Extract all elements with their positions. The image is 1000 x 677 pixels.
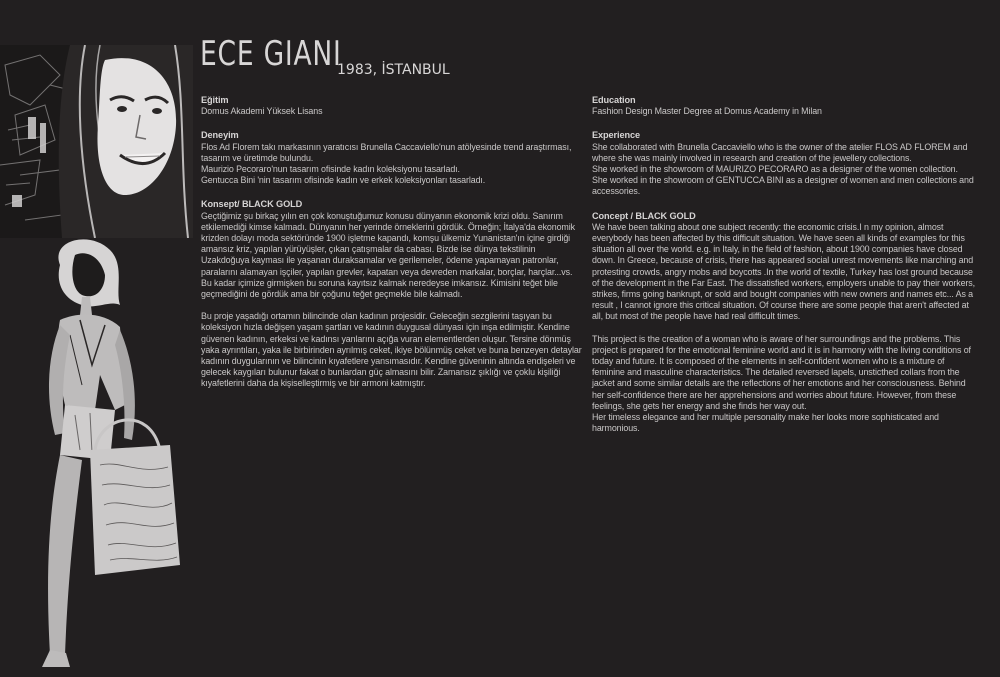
- concept-text-en-1: We have been talking about one subject recently: the economic crisis.I n my opinion, almost everybody has been affected by this difficult situation. We have seen all kinds of examples for this situation all over the world. e.g. in Italy, in the field of fashion, about 1900 companies have closed down. In Greece, because of crisis, there has appeared social unrest movements like marching and protesting crowds, angry mobs and boycotts .In the world of textile, Turkey has lost ground because of the development in the Far East. The dissatisfied workers, employers unable to pay their workers, strikes, firms going bankrupt, or sold and bought companies with new owners and names etc... As a result , I cannot ignore this critical situation. Of course there are some people that aren't affected at all, but most of the people have had real difficult times.: [592, 221, 975, 322]
- english-column: [592, 95, 977, 447]
- experience-text-tr: Flos Ad Florem takı markasının yaratıcısı Brunella Caccaviello'nun atölyesinde trend araştırması, tasarım ve üretimde bulundu. Maurizio Pecoraro'nun tasarım ofisinde kadın koleksiyonu tasarladı. Gentucca Bini 'nin tasarım ofisinde kadın ve erkek koleksiyonları tasarladı.: [201, 141, 572, 186]
- page-title: [200, 34, 450, 78]
- concept-text-en-2: This project is the creation of a woman who is aware of her surroundings and the problems. This project is prepared for the emotional feminine world and it is in harmony with the living conditions of today and future. It is composed of the elements in self-confident women who is a mixture of feminine and masculine characteristics. The detailed reversed lapels, unsticthed collars from the jacket and some similar details are the reflections of her emotions and her consciousness. Behind her self-confidence there are her apprehensions and worries about future. However, from these feelings, she gets her energy and she finds her way out. Her timeless elegance and her multiple personality make her looks more sophisticated and harmonious.: [592, 333, 971, 434]
- experience-heading-tr: Deneyim: [201, 130, 239, 141]
- education-text-en: Fashion Design Master Degree at Domus Academy in Milan: [592, 106, 822, 117]
- education-heading-en: Education: [592, 95, 636, 105]
- designer-name: ECE GIANI: [200, 34, 342, 74]
- birth-info: 1983, İSTANBUL: [337, 62, 450, 78]
- experience-text-en: She collaborated with Brunella Caccaviello who is the owner of the atelier FLOS AD FLOREM and where she was mainly involved in research and creation of the jewellery collections. She worked in the showroom of MAURIZO PECORARO as a designer of the women collection. She worked in the showroom of GENTUCCA BINI as a designer of women and men collections and accessories.: [592, 141, 974, 197]
- fashion-sketch: [20, 235, 190, 670]
- concept-heading-tr: Konsept/ BLACK GOLD: [201, 199, 303, 210]
- education-heading-tr: Eğitim: [201, 95, 229, 105]
- portrait-illustration: [0, 45, 193, 238]
- fashion-illustration: [20, 235, 190, 670]
- concept-text-tr-2: Bu proje yaşadığı ortamın bilincinde olan kadının projesidir. Geleceğin sezgilerini taşıyan bu koleksiyon hızla değişen yaşam şartları ve kadının duygusal dünyası için inşa edilmiştir. Kendine güvenen kadının, erkeksi ve kadınsı yanlarını açığa vuran elementlerden oluşur. Tersine dönmüş yaka ayrıntıları, yaka ile birbirinden ayrılmış ceket, ikiye bölünmüş ceket ve buna benzeyen detaylar kadının duygularının ve bilincinin kıyafetlere yansımasıdır. Kendine güveninin altında endişeleri ve gelecek kaygıları bulunur fakat o bunlardan güç almasını bilir. Zamansız şıklığı ve çoklu kişiliği kıyafetlerini daha da kişiselleştirmiş ve bir armoni katmıştır.: [201, 311, 582, 389]
- turkish-column: [201, 95, 583, 403]
- concept-text-tr-1: Geçtiğimiz şu birkaç yılın en çok konuştuğumuz konusu dünyanın ekonomik krizi oldu. Sanırım etkilemediği kimse kalmadı. Dünyanın her yerinde örneklerini gördük. Örneğin; İtalya'da ekonomik krizden dolayı moda sektöründe 1900 işletme kapandı, komşu ülkemiz Yunanistan'ın içine girdiği amansız kriz, yapılan yürüyüşler, çıkan çatışmalar da cabası. Bizde ise dünya tekstilinin Uzakdoğuya kayması ile yaşanan duraksamalar ve gerilemeler, ödeme yapamayan patronlar, paralarını alamayan işçiler, yapılan grevler, kapatan veya devreden markalar, borçlar, harçlar...vs. Bu kadar içimize girmişken bu soruna kayıtsız kalmak neredeyse imkansız. Kimisini teğet bile geçmediğini de gördük ama bir çoğunu teğet geçmekle bile kalmadı.: [201, 210, 575, 300]
- experience-heading-en: Experience: [592, 130, 641, 141]
- portrait-photo: [0, 45, 193, 238]
- concept-heading-en: Concept / BLACK GOLD: [592, 210, 696, 221]
- education-text-tr: Domus Akademi Yüksek Lisans: [201, 106, 323, 117]
